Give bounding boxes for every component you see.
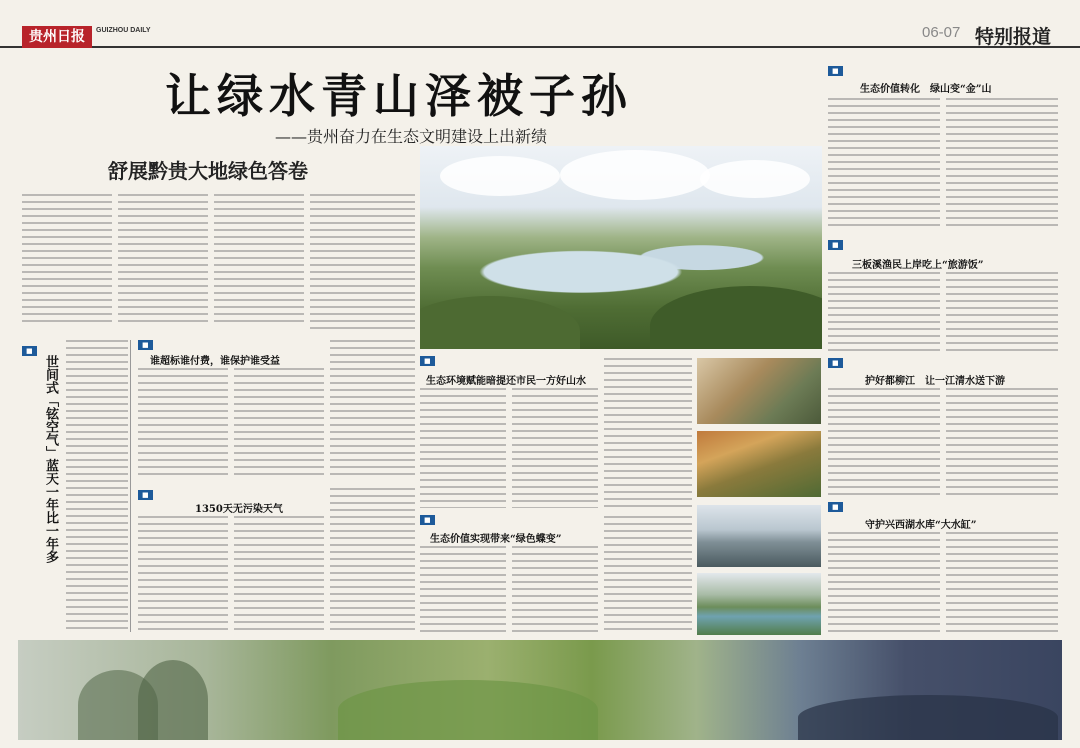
- article-value-col3: [604, 516, 692, 634]
- right-article-title-1: 生态价值转化 绿山变“金”山: [860, 84, 992, 95]
- column-tag-right: ■: [828, 240, 843, 250]
- right-article-title-2: 三板溪渔民上岸吃上“旅游饭”: [852, 260, 984, 271]
- article-1350-col3: [330, 488, 415, 634]
- article-title-fees: 谁超标谁付费，谁保护谁受益: [150, 356, 280, 367]
- newspaper-logo-english: GUIZHOU DAILY: [96, 27, 151, 34]
- lead-article-title: 舒展黔贵大地绿色答卷: [108, 159, 308, 183]
- river-photo: [697, 358, 821, 424]
- page-subheadline: ——贵州奋力在生态文明建设上出新绩: [275, 127, 548, 146]
- right-article-2-col2: [946, 272, 1058, 352]
- column-divider: [130, 340, 131, 632]
- terrace-photo: [697, 431, 821, 497]
- right-article-title-4: 守护兴西湖水库“大水缸”: [865, 520, 977, 531]
- article-tag: ■: [138, 490, 153, 500]
- right-article-1-col1: [828, 98, 940, 228]
- newspaper-logo: 贵州日报: [22, 26, 92, 48]
- article-value-col2: [512, 546, 598, 634]
- masthead: [0, 0, 1080, 48]
- karst-mist-photo: [697, 505, 821, 567]
- page-number: 06-07: [922, 24, 961, 41]
- lead-article-col1: [22, 194, 112, 324]
- article-env-col1: [420, 388, 506, 508]
- article-1350-col2: [234, 516, 324, 634]
- article-tag: ■: [138, 340, 153, 350]
- article-title-environment: 生态环境赋能暗提还市民一方好山水: [426, 376, 586, 387]
- right-article-title-3: 护好都柳江 让一江清水送下游: [865, 376, 1005, 387]
- main-landscape-photo: [420, 146, 822, 349]
- article-fees-col2: [234, 368, 324, 480]
- article-tag: ■: [420, 356, 435, 366]
- right-article-3-col1: [828, 388, 940, 498]
- article-env-col3: [604, 358, 692, 508]
- article-fees-col1: [138, 368, 228, 480]
- column-tag-right: ■: [828, 358, 843, 368]
- article-value-col1: [420, 546, 506, 634]
- column-tag-right: ■: [828, 502, 843, 512]
- article-tag: ■: [420, 515, 435, 525]
- article-fees-col3: [330, 340, 415, 480]
- right-article-3-col2: [946, 388, 1058, 498]
- vertical-article-body: [66, 340, 128, 630]
- right-article-2-col1: [828, 272, 940, 352]
- right-article-4-col1: [828, 532, 940, 636]
- page-headline: 让绿水青山泽被子孙: [165, 69, 633, 123]
- bottom-panorama-photo: [18, 640, 1062, 740]
- section-title: 特别报道: [975, 26, 1052, 48]
- article-title-1350: 1350天无污染天气: [195, 504, 283, 515]
- column-tag-left: ■: [22, 346, 37, 356]
- lead-article-col2: [118, 194, 208, 324]
- article-1350-col1: [138, 516, 228, 634]
- river-bend-photo: [697, 573, 821, 635]
- lead-article-col3: [214, 194, 304, 324]
- vertical-article-title: 世间式「铉空气」蓝天一年比一年多: [43, 355, 58, 563]
- right-article-4-col2: [946, 532, 1058, 636]
- column-tag-right: ■: [828, 66, 843, 76]
- right-article-1-col2: [946, 98, 1058, 228]
- article-env-col2: [512, 388, 598, 508]
- article-title-value: 生态价值实现带来“绿色蝶变”: [430, 534, 562, 545]
- lead-article-col4: [310, 194, 415, 334]
